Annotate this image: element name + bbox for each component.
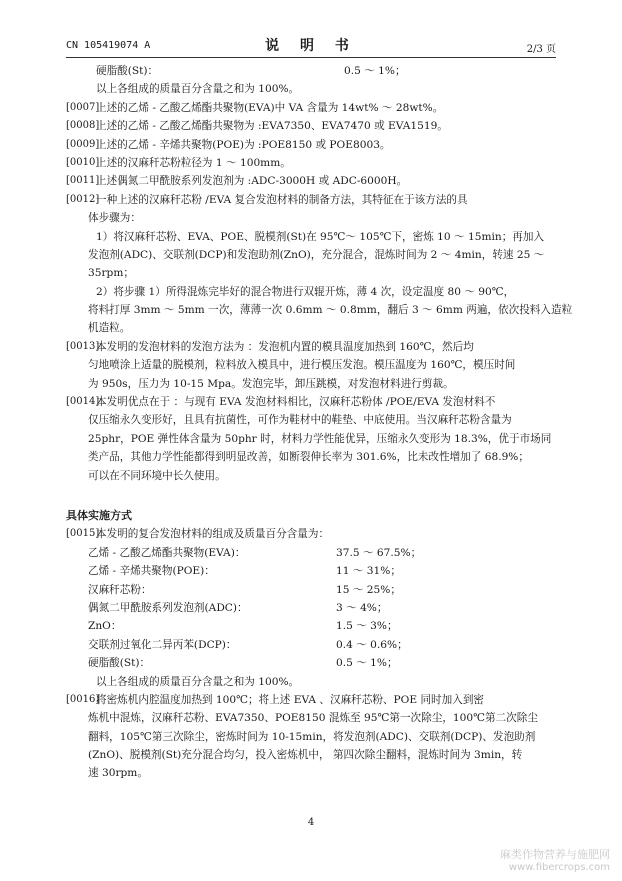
watermark-line-1: 麻类作物营养与施肥网 (500, 848, 610, 861)
line-text: 硬脂酸(St)： (88, 657, 151, 670)
header-rule (66, 57, 556, 58)
page-header (66, 36, 556, 54)
text-line (66, 525, 558, 543)
line-text: 乙烯 - 乙酸乙烯酯共聚物(EVA)： (88, 546, 246, 559)
component-value: 37.5 ～ 67.5%； (336, 546, 422, 559)
text-line (66, 654, 558, 672)
line-text: 将料打厚 3mm ～ 5mm 一次，薄薄一次 0.6mm ～ 0.8mm，翻后 3 ～ 6mm 两遍，依次投料入造粒 (88, 304, 573, 317)
line-text: 汉麻秆芯粉： (88, 583, 152, 596)
line-text: 以上各组成的质量百分含量之和为 100%。 (96, 83, 300, 96)
text-line (66, 746, 558, 764)
text-line (66, 136, 558, 154)
component-value: 3 ～ 4%； (336, 601, 388, 614)
text-line (66, 617, 558, 635)
text-line (66, 62, 558, 80)
text-line (66, 764, 558, 782)
watermark-line-2: www.fibercrops.com (508, 862, 610, 873)
text-line (66, 448, 558, 466)
text-line (66, 154, 558, 172)
text-line (66, 80, 558, 98)
text-line (66, 411, 558, 429)
text-line (66, 338, 558, 356)
paragraph-number: [0008] (66, 120, 100, 132)
paragraph-number: [0010] (66, 156, 100, 168)
patent-number: CN 105419074 A (66, 40, 151, 51)
text-line (66, 99, 558, 117)
line-text: 偶氮二甲酰胺系列发泡剂(ADC)： (88, 601, 248, 614)
line-text: 炼机中混炼，汉麻秆芯粉、EVA7350、POE8150 混炼至 95℃第一次除尘，100℃第二次除尘 (88, 712, 538, 725)
text-line (66, 319, 558, 337)
line-text: 体步骤为： (88, 212, 141, 225)
document-body (66, 62, 573, 783)
line-text: 本发明的发泡材料的发泡方法为 ：发泡机内置的模具温度加热到 160℃，然后均 (96, 340, 474, 353)
text-line (66, 246, 558, 264)
text-line (66, 728, 558, 746)
line-text: 仅压缩永久变形好，且具有抗菌性，可作为鞋材中的鞋垫、中底使用。当汉麻秆芯粉含量为 (88, 414, 512, 427)
component-value: 0.5 ～ 1%； (344, 65, 406, 77)
text-line (66, 636, 558, 654)
line-text: 将密炼机内腔温度加热到 100℃；将上述 EVA 、汉麻秆芯粉、POE 同时加入到密 (96, 693, 485, 706)
text-line (66, 283, 558, 301)
component-value: 1.5 ～ 3%； (336, 620, 398, 633)
line-text: 上述的乙烯 - 乙酸乙烯酯共聚物(EVA)中 VA 含量为 14wt% ～ 28wt%。 (96, 101, 444, 114)
line-text: 可以在不同环境中长久使用。 (88, 469, 226, 482)
text-line (66, 172, 558, 190)
page-info: 2/3 页 (526, 44, 556, 55)
text-line (66, 209, 558, 227)
line-text: 2）将步骤 1）所得混炼完毕好的混合物进行双辊开炼，薄 4 次，设定温度 80 ～ 90℃， (96, 285, 515, 298)
text-line (66, 599, 558, 617)
text-line (66, 430, 558, 448)
section-heading (66, 507, 558, 525)
line-text: 机造粒。 (88, 322, 131, 335)
text-line (66, 581, 558, 599)
paragraph-number: [0014] (66, 396, 100, 408)
line-text: 35rpm； (88, 267, 134, 280)
page-number: 4 (307, 817, 315, 828)
text-line (66, 191, 558, 209)
line-text: 上述的乙烯 - 乙酸乙烯酯共聚物为 :EVA7350、EVA7470 或 EVA1519。 (96, 120, 448, 133)
text-line (66, 375, 558, 393)
line-text: 以上各组成的质量百分含量之和为 100%。 (96, 675, 300, 688)
line-text: 上述的乙烯 - 辛烯共聚物(POE)为 :POE8150 或 POE8003。 (96, 138, 391, 151)
watermark (500, 846, 610, 873)
text-line (66, 264, 558, 282)
line-text: 一种上述的汉麻秆芯粉 /EVA 复合发泡材料的制备方法，其特征在于该方法的具 (96, 193, 468, 206)
paragraph-number: [0009] (66, 138, 100, 150)
text-line (66, 691, 558, 709)
line-text: 速 30rpm。 (88, 767, 148, 780)
component-value: 0.4 ～ 0.6%； (336, 638, 408, 651)
paragraph-number: [0013] (66, 340, 100, 352)
line-text: 本发明优点在于 ：与现有 EVA 发泡材料相比，汉麻秆芯粉体 /POE/EVA 发泡材料不 (96, 396, 496, 409)
line-text: 交联剂过氧化二异丙苯(DCP)： (88, 638, 237, 651)
text-line (66, 228, 558, 246)
component-value: 11 ～ 31%； (336, 565, 401, 578)
text-line (66, 117, 558, 135)
line-text: 本发明的复合发泡材料的组成及质量百分含量为： (96, 528, 330, 541)
line-text: 类产品，其他力学性能都得到明显改善，如断裂伸长率为 301.6%，比未改性增加了 68.9%； (88, 451, 529, 464)
line-text: 25phr，POE 弹性体含量为 50phr 时，材料力学性能优异，压缩永久变形为 18.3%，优于市场同 (88, 432, 552, 445)
paragraph-number: [0011] (66, 175, 100, 187)
paragraph-number: [0007] (66, 101, 100, 113)
line-text: 乙烯 - 辛烯共聚物(POE)： (88, 565, 215, 578)
heading-text: 具体实施方式 (66, 508, 132, 522)
text-line (66, 709, 558, 727)
line-text: 1）将汉麻秆芯粉、EVA、POE、脱模剂(St)在 95℃～ 105℃下，密炼 10 ～ 15min；再加入 (96, 230, 545, 243)
line-text: 上述的汉麻秆芯粉粒径为 1 ～ 100mm。 (96, 156, 291, 169)
paragraph-number: [0015] (66, 528, 100, 540)
line-text: 上述偶氮二甲酰胺系列发泡剂为 :ADC-3000H 或 ADC-6000H。 (96, 175, 408, 188)
text-line (66, 562, 558, 580)
line-text: 发泡剂(ADC)、交联剂(DCP)和发泡助剂(ZnO)，充分混合，混炼时间为 2 ～ 4min，转速 25 ～ (88, 248, 545, 261)
text-line (66, 356, 558, 374)
line-text: 硬脂酸(St)： (96, 65, 159, 77)
text-line (66, 544, 558, 562)
text-line (66, 301, 573, 319)
line-text: 匀地喷涂上适量的脱模剂，粒料放入模具中，进行模压发泡。模压温度为 160℃，模压时间 (88, 359, 516, 372)
text-line (66, 393, 558, 411)
line-text: ZnO： (88, 620, 122, 633)
spacer (66, 485, 558, 507)
paragraph-number: [0012] (66, 193, 100, 205)
line-text: 翻料，105℃第三次除尘，密炼时间为 10-15min，将发泡剂(ADC)、交联剂(DCP)、发泡助剂 (88, 730, 536, 743)
text-line (66, 467, 558, 485)
component-value: 0.5 ～ 1%； (336, 657, 398, 670)
document-title: 说 明 书 (265, 38, 357, 54)
line-text: (ZnO)、脱模剂(St)充分混合均匀，投入密炼机中， 第四次除尘翻料，混炼时间为 3min，转 (88, 749, 523, 762)
paragraph-number: [0016] (66, 693, 100, 705)
component-value: 15 ～ 25%； (336, 583, 401, 596)
text-line (66, 673, 558, 691)
line-text: 为 950s，压力为 10-15 Mpa。发泡完毕，卸压跳模，对发泡材料进行剪裁。 (88, 377, 454, 390)
